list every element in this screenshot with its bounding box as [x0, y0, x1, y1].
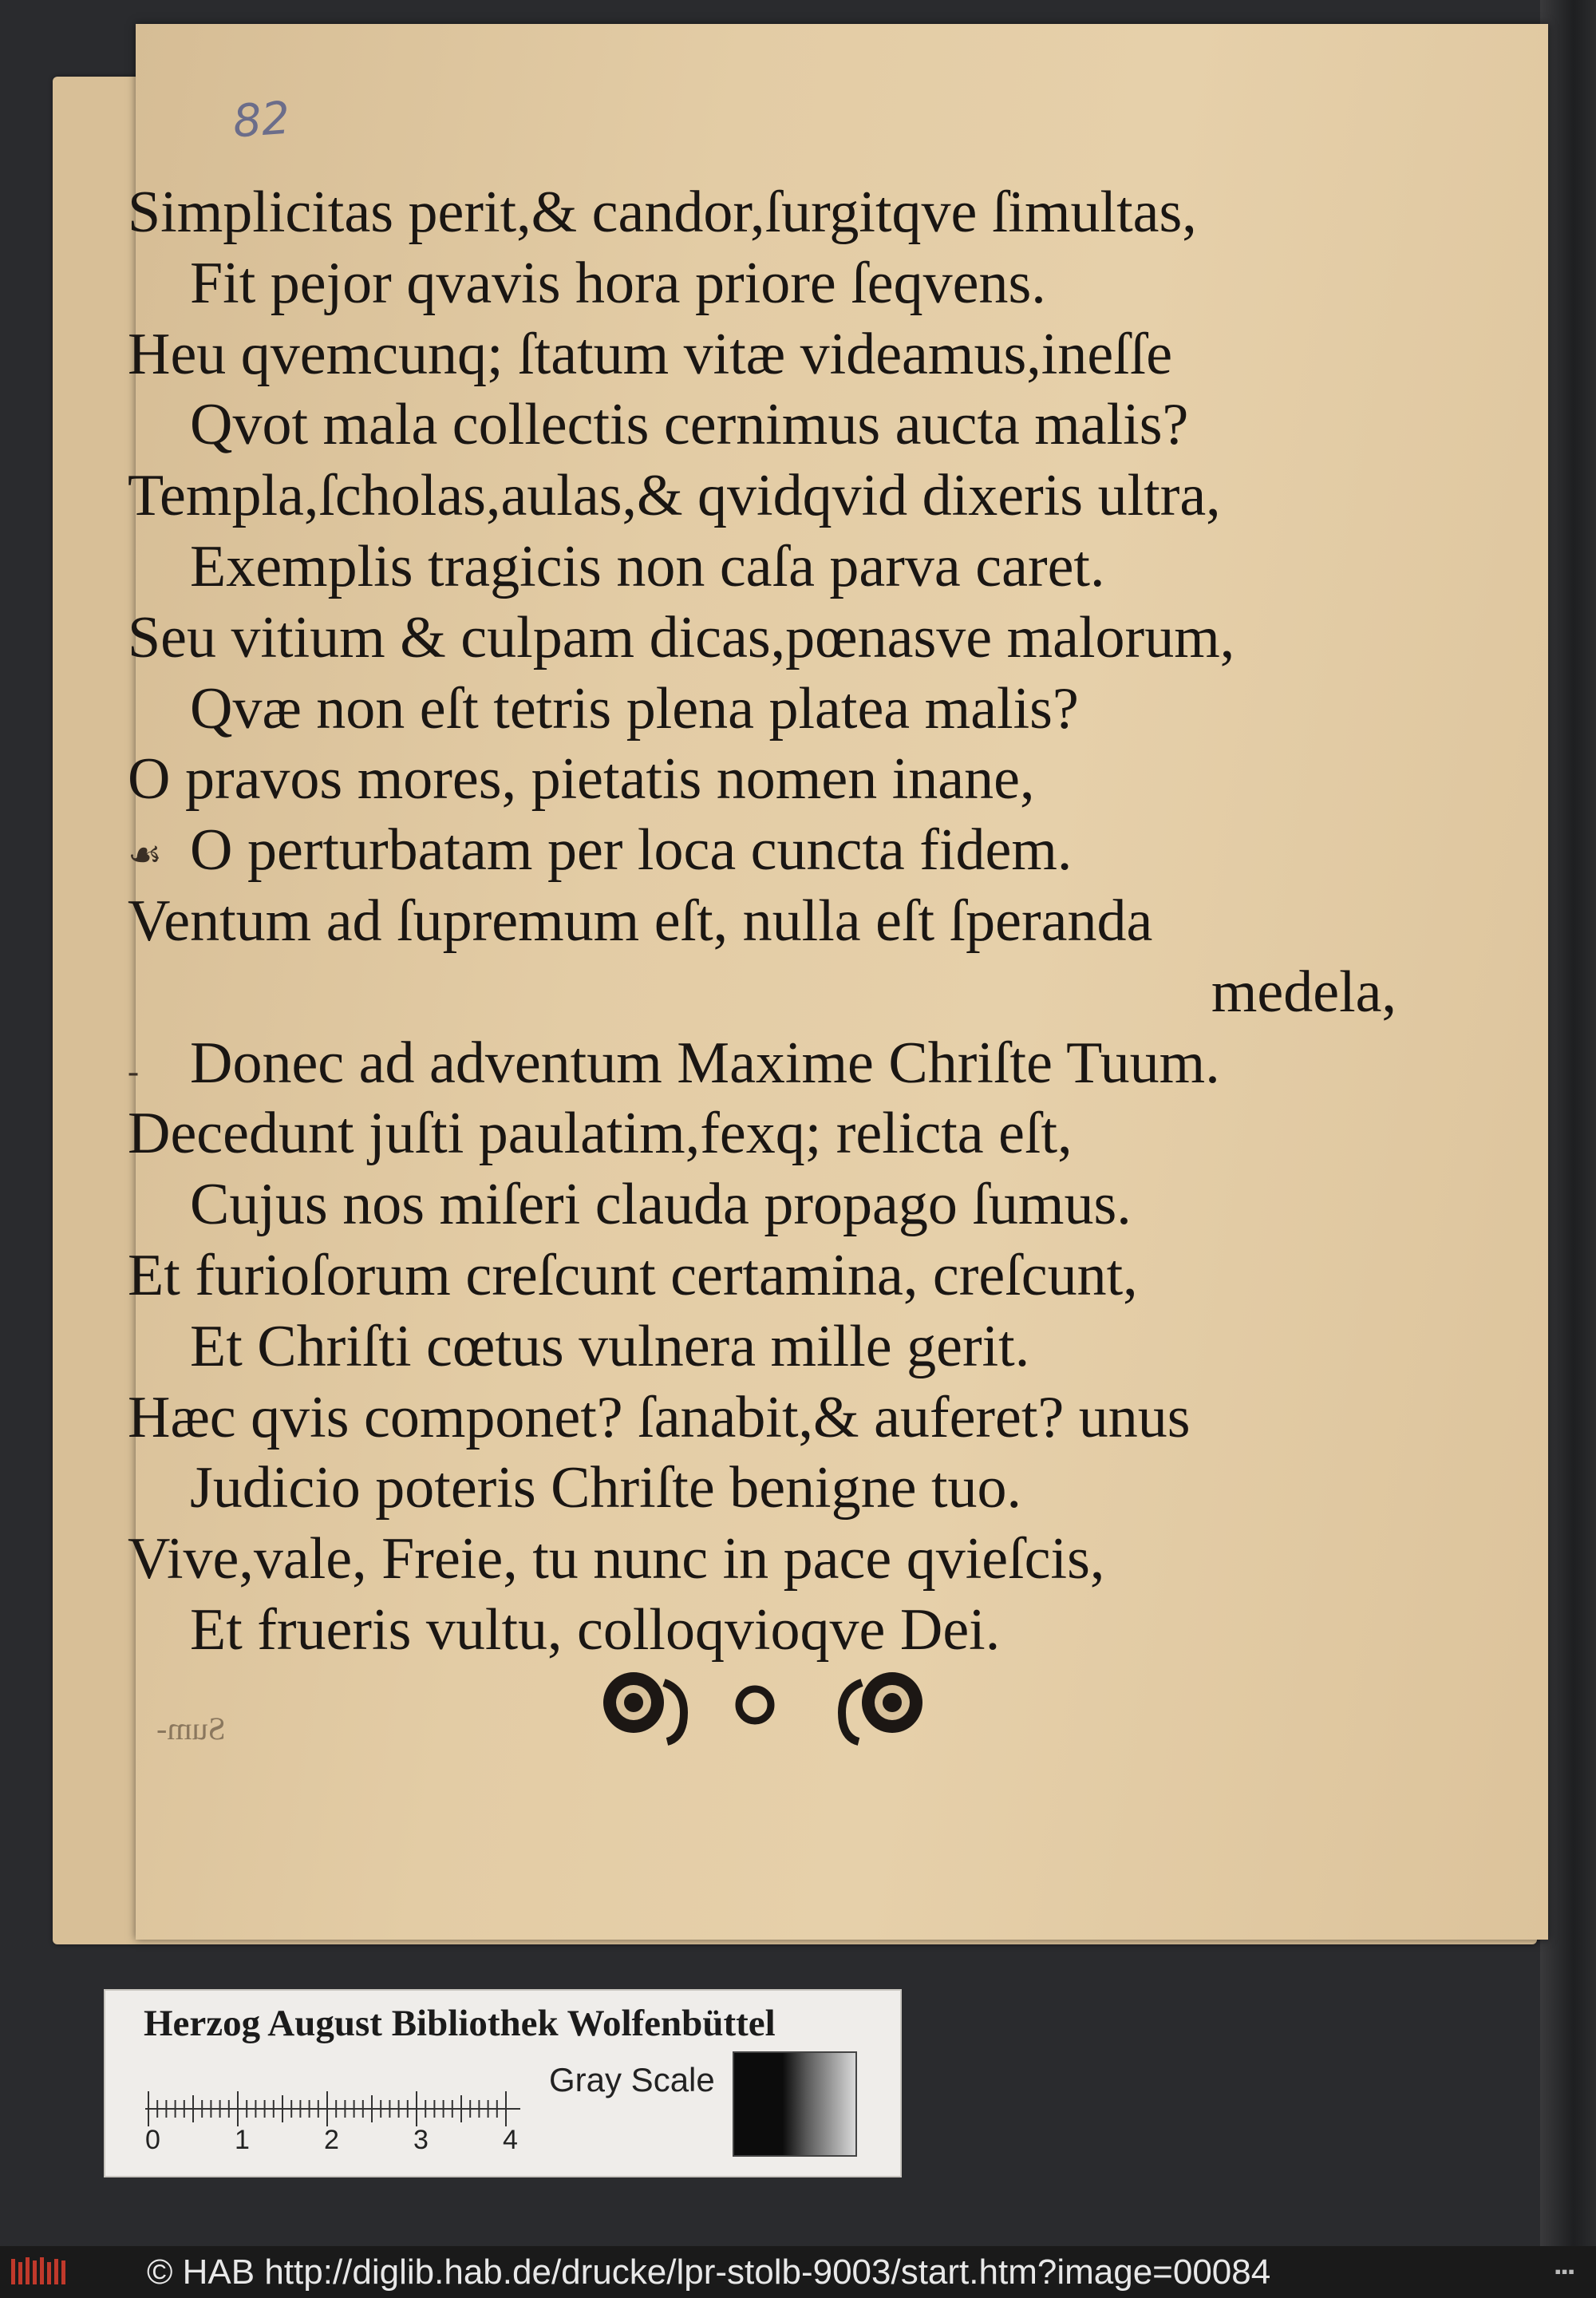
poem-line-text: medela,: [1211, 959, 1396, 1025]
poem-line: [128, 319, 1396, 390]
measurement-ruler: [145, 2061, 592, 2157]
poem-line: [128, 1169, 1396, 1240]
library-name: Herzog August Bibliothek Wolfenbüttel: [144, 2003, 776, 2044]
poem-line: [128, 532, 1396, 603]
poem-line: [128, 1382, 1396, 1454]
poem-line: [128, 1098, 1396, 1169]
poem-line: [128, 390, 1396, 461]
poem-line-text: Seu vitium & culpam dicas,pœnasve malorum,: [128, 604, 1235, 670]
scale-number-1: 1: [235, 2125, 250, 2155]
hab-logo-icon: [11, 2256, 67, 2288]
poem-line: [128, 1311, 1396, 1382]
scale-number-0: 0: [145, 2125, 160, 2155]
catchword: Sum-: [156, 1711, 226, 1746]
poem-line: [128, 177, 1396, 248]
poem-line-text: Fit pejor qvavis hora priore ſeqvens.: [190, 250, 1046, 316]
poem-line-text: O perturbatam per loca cuncta fidem.: [190, 817, 1073, 884]
poem-line-text: Cujus nos miſeri clauda propago ſumus.: [190, 1172, 1132, 1238]
poem-line: [128, 815, 1396, 886]
copyright-url: © HAB http://diglib.hab.de/drucke/lpr-stolb-9003/start.htm?image=00084: [147, 2253, 1271, 2292]
fleuron-mark: ☙: [128, 833, 163, 876]
poem-line-text: Exemplis tragicis non caſa parva caret.: [190, 533, 1105, 599]
poem-line-text: Decedunt juſti paulatim,fexq; relicta eſt,: [128, 1101, 1073, 1167]
poem-line: [128, 744, 1396, 815]
poem-line-text: Hæc qvis componet? ſanabit,& auferet? unus: [128, 1384, 1191, 1450]
poem-line: [128, 461, 1396, 532]
poem-line-text: Templa,ſcholas,aulas,& qvidqvid dixeris ultra,: [128, 463, 1221, 529]
margin-mark: -: [128, 1053, 139, 1090]
poem-line-text: Vive,vale, Freie, tu nunc in pace qvieſcis,: [128, 1526, 1105, 1592]
poem-line-text: Et furioſorum creſcunt certamina, creſcunt,: [128, 1242, 1138, 1308]
poem-line-text: O pravos mores, pietatis nomen inane,: [128, 746, 1035, 813]
scale-number-4: 4: [503, 2125, 518, 2155]
poem-line-text: Ventum ad ſupremum eſt, nulla eſt ſperanda: [128, 888, 1153, 954]
poem-text: [128, 177, 1396, 1666]
poem-line: [128, 1524, 1396, 1595]
poem-line-text: Qvot mala collectis cernimus aucta malis?: [190, 392, 1189, 458]
poem-line-text: Et frueris vultu, colloqvioqve Dei.: [190, 1596, 1001, 1663]
poem-line: [128, 886, 1396, 957]
gray-scale-swatch: [733, 2051, 857, 2157]
poem-line: [128, 957, 1396, 1028]
footer-dots: ▪▪▪: [1555, 2265, 1575, 2278]
poem-line: [128, 1240, 1396, 1311]
library-label: [104, 1989, 902, 2177]
poem-line: [128, 674, 1396, 745]
poem-line-text: Judicio poteris Chriſte benigne tuo.: [190, 1455, 1021, 1521]
printers-ornament-icon: [587, 1659, 938, 1746]
gray-scale-label: Gray Scale: [549, 2061, 715, 2098]
scanner-backdrop: [1540, 0, 1596, 2251]
poem-line-text: Et Chriſti cœtus vulnera mille gerit.: [190, 1313, 1030, 1379]
scale-number-3: 3: [413, 2125, 429, 2155]
poem-line: [128, 248, 1396, 319]
poem-line: [128, 1453, 1396, 1524]
poem-line-text: Qvæ non eſt tetris plena platea malis?: [190, 675, 1079, 742]
poem-line-text: Donec ad adventum Maxime Chriſte Tuum.: [190, 1030, 1220, 1096]
poem-line: [128, 603, 1396, 674]
folio-number: 82: [231, 92, 292, 148]
poem-line-text: Heu qvemcunq; ſtatum vitæ videamus,ineſſe: [128, 321, 1173, 387]
footer-bar: [0, 2246, 1596, 2298]
poem-line: [128, 1028, 1396, 1099]
poem-line-text: Simplicitas perit,& candor,ſurgitqve ſimultas,: [128, 180, 1197, 245]
scale-number-2: 2: [324, 2125, 339, 2155]
poem-line: [128, 1595, 1396, 1666]
